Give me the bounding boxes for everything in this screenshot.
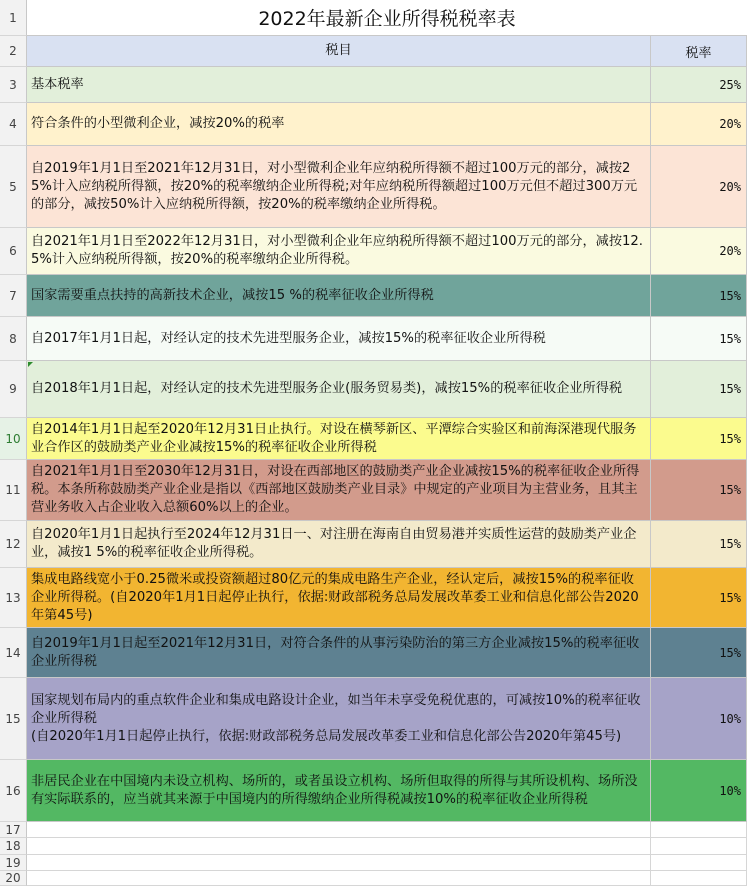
tax-item-cell[interactable] xyxy=(27,317,651,361)
tax-item-text: 集成电路线宽小于0.25微米或投资额超过80亿元的集成电路生产企业，经认定后，减按15%的税率征收企业所得税。(自2020年1月1日起停止执行，依据:财政部税务总局发展改革委工业和信息化部公告2020年第45号) xyxy=(31,571,639,623)
tax-item-cell[interactable] xyxy=(27,361,651,418)
tax-item-cell[interactable] xyxy=(27,568,651,628)
empty-cell[interactable] xyxy=(651,855,747,871)
row-header-14[interactable]: 14 xyxy=(0,628,27,678)
tax-item-text: 自2020年1月1日起执行至2024年12月31日一、对注册在海南自由贸易港并实质性运营的鼓励类产业企业，减按1 5%的税率征收企业所得税。 xyxy=(31,527,637,560)
tax-rate-cell[interactable]: 20% xyxy=(651,228,747,275)
row-header-3[interactable]: 3 xyxy=(0,67,27,103)
tax-rate-cell[interactable]: 10% xyxy=(651,760,747,822)
tax-rate-cell[interactable]: 15% xyxy=(651,275,747,317)
tax-rate-cell[interactable]: 15% xyxy=(651,521,747,568)
tax-item-cell[interactable] xyxy=(27,760,651,822)
sheet-title-cell[interactable]: 2022年最新企业所得税税率表 xyxy=(27,0,747,36)
tax-item-text: 自2014年1月1日起至2020年12月31日止执行。对设在横琴新区、平潭综合实验区和前海深港现代服务业合作区的鼓励类产业企业减按15%的税率征收企业所得税 xyxy=(31,421,637,455)
row-header-7[interactable]: 7 xyxy=(0,275,27,317)
cell-note-indicator-icon xyxy=(28,362,33,367)
tax-item-text: 符合条件的小型微利企业，减按20%的税率 xyxy=(31,116,285,131)
tax-item-text: 自2019年1月1日至2021年12月31日，对小型微利企业年应纳税所得额不超过100万元的部分，减按25%计入应纳税所得额，按20%的税率缴纳企业所得税;对年应纳税所得额超过100万元但不超过300万元的部分，减按50%计入应纳税所得额，按20%的税率缴纳企业所得税。 xyxy=(31,160,638,212)
row-header-12[interactable]: 12 xyxy=(0,521,27,568)
row-header-5[interactable]: 5 xyxy=(0,146,27,228)
empty-cell[interactable] xyxy=(27,822,651,838)
tax-item-cell[interactable] xyxy=(27,628,651,678)
row-header-4[interactable]: 4 xyxy=(0,103,27,146)
tax-rate-cell[interactable]: 20% xyxy=(651,146,747,228)
tax-item-cell[interactable] xyxy=(27,67,651,103)
row-header-6[interactable]: 6 xyxy=(0,228,27,275)
tax-item-cell[interactable] xyxy=(27,275,651,317)
tax-item-text: 自2019年1月1日起至2021年12月31日，对符合条件的从事污染防治的第三方企业减按15%的税率征收企业所得税 xyxy=(31,635,640,669)
tax-item-cell[interactable] xyxy=(27,228,651,275)
empty-cell[interactable] xyxy=(27,855,651,871)
header-cell-item[interactable]: 税目 xyxy=(27,36,651,67)
tax-rate-cell[interactable]: 15% xyxy=(651,568,747,628)
empty-cell[interactable] xyxy=(27,871,651,886)
tax-item-text: 基本税率 xyxy=(31,76,84,92)
row-header-11[interactable]: 11 xyxy=(0,460,27,521)
tax-item-text: 自2021年1月1日至2022年12月31日，对小型微利企业年应纳税所得额不超过100万元的部分，减按12.5%计入应纳税所得额，按20%的税率缴纳企业所得税。 xyxy=(31,234,643,267)
tax-item-text: 自2017年1月1日起，对经认定的技术先进型服务企业，减按15%的税率征收企业所得税 xyxy=(31,330,546,346)
tax-item-cell[interactable] xyxy=(27,146,651,228)
tax-rate-cell[interactable]: 15% xyxy=(651,361,747,418)
row-header-18[interactable]: 18 xyxy=(0,838,27,855)
row-header-8[interactable]: 8 xyxy=(0,317,27,361)
tax-rate-cell[interactable]: 20% xyxy=(651,103,747,146)
tax-rate-cell[interactable]: 15% xyxy=(651,460,747,521)
tax-rate-cell[interactable]: 15% xyxy=(651,317,747,361)
tax-item-cell[interactable] xyxy=(27,678,651,760)
tax-rate-cell[interactable]: 15% xyxy=(651,628,747,678)
row-header-10[interactable]: 10 xyxy=(0,418,27,460)
tax-rate-cell[interactable]: 15% xyxy=(651,418,747,460)
tax-item-cell[interactable] xyxy=(27,418,651,460)
row-header-13[interactable]: 13 xyxy=(0,568,27,628)
tax-item-cell[interactable] xyxy=(27,521,651,568)
tax-rate-cell[interactable]: 25% xyxy=(651,67,747,103)
tax-item-cell[interactable] xyxy=(27,460,651,521)
row-header-17[interactable]: 17 xyxy=(0,822,27,838)
tax-item-text: 自2018年1月1日起，对经认定的技术先进型服务企业(服务贸易类)，减按15%的税率征收企业所得税 xyxy=(31,381,623,396)
tax-item-text: 国家规划布局内的重点软件企业和集成电路设计企业，如当年未享受免税优惠的，可减按10%的税率征收企业所得税 (自2020年1月1日起停止执行，依据:财政部税务总局发展改革委工业和信息化部公告2020年第45号) xyxy=(31,692,641,744)
row-header-15[interactable]: 15 xyxy=(0,678,27,760)
tax-rate-cell[interactable]: 10% xyxy=(651,678,747,760)
empty-cell[interactable] xyxy=(27,838,651,855)
header-cell-rate[interactable]: 税率 xyxy=(651,36,747,67)
empty-cell[interactable] xyxy=(651,871,747,886)
tax-item-text: 非居民企业在中国境内未设立机构、场所的，或者虽设立机构、场所但取得的所得与其所设机构、场所没有实际联系的，应当就其来源于中国境内的所得缴纳企业所得税减按10%的税率征收企业所得税 xyxy=(31,773,638,807)
row-header-20[interactable]: 20 xyxy=(0,871,27,886)
row-header-1[interactable]: 1 xyxy=(0,0,27,36)
empty-cell[interactable] xyxy=(651,838,747,855)
row-header-9[interactable]: 9 xyxy=(0,361,27,418)
row-header-19[interactable]: 19 xyxy=(0,855,27,871)
row-header-2[interactable]: 2 xyxy=(0,36,27,67)
tax-item-text: 国家需要重点扶持的高新技术企业，减按15 %的税率征收企业所得税 xyxy=(31,287,434,303)
tax-item-cell[interactable] xyxy=(27,103,651,146)
row-header-16[interactable]: 16 xyxy=(0,760,27,822)
empty-cell[interactable] xyxy=(651,822,747,838)
tax-item-text: 自2021年1月1日至2030年12月31日，对设在西部地区的鼓励类产业企业减按15%的税率征收企业所得税。本条所称鼓励类产业企业是指以《西部地区鼓励类产业目录》中规定的产业项目为主营业务，且其主营业务收入占企业收入总额60%以上的企业。 xyxy=(31,464,640,515)
